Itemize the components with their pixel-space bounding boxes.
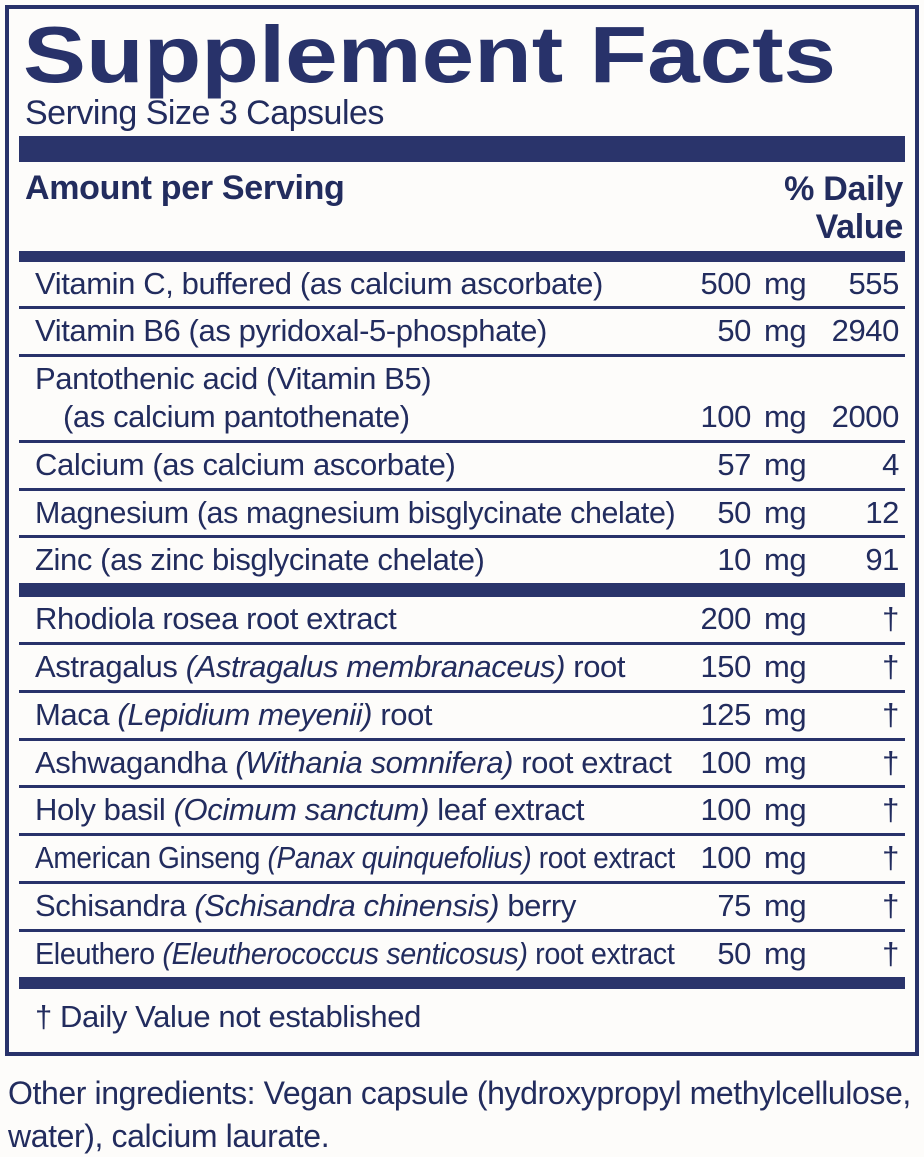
nutrient-name: Ashwagandha (Withania somnifera) root extract [35, 744, 672, 780]
supplement-row [19, 443, 905, 491]
amount-value: 100 [700, 840, 751, 876]
nutrient-name: Zinc (as zinc bisglycinate chelate) [35, 542, 485, 578]
nutrient-amount [675, 265, 807, 303]
nutrient-amount [675, 887, 807, 925]
amount-unit: mg [764, 313, 807, 349]
supplement-row [19, 836, 905, 884]
supplement-row [19, 693, 905, 741]
amount-unit: mg [764, 792, 807, 828]
header-divider-bar [19, 251, 905, 262]
nutrient-amount [675, 541, 807, 579]
amount-unit: mg [764, 696, 807, 732]
supplement-row [19, 645, 905, 693]
supplement-row [19, 597, 905, 645]
nutrient-name: Holy basil (Ocimum sanctum) leaf extract [35, 792, 585, 828]
amount-unit: mg [764, 601, 807, 637]
supplement-row [19, 788, 905, 836]
nutrient-amount [675, 312, 807, 350]
supplement-row [19, 262, 905, 310]
nutrient-name: Calcium (as calcium ascorbate) [35, 446, 456, 482]
supplement-row [19, 884, 905, 932]
amount-unit: mg [764, 446, 807, 482]
nutrient-name: Eleuthero (Eleutherococcus senticosus) root extract [35, 935, 675, 971]
daily-value: 91 [865, 542, 899, 578]
amount-value: 100 [700, 744, 751, 780]
nutrient-amount [675, 446, 807, 484]
amount-value: 500 [700, 265, 751, 301]
amount-value: 75 [717, 888, 751, 924]
amount-value: 150 [700, 649, 751, 685]
nutrient-section-vitamins-minerals [19, 262, 905, 584]
nutrient-amount [675, 839, 807, 877]
supplement-row [19, 538, 905, 583]
nutrient-name: Astragalus (Astragalus membranaceus) root [35, 649, 626, 685]
nutrient-name: Pantothenic acid (Vitamin B5) (as calcium pantothenate) [35, 361, 432, 434]
daily-value: † [882, 696, 899, 732]
amount-unit: mg [764, 649, 807, 685]
amount-value: 57 [717, 446, 751, 482]
amount-per-serving-header: Amount per Serving [25, 169, 345, 208]
nutrient-name: Magnesium (as magnesium bisglycinate chelate) [35, 494, 676, 530]
section-divider-bar [19, 583, 905, 597]
daily-value: † [882, 888, 899, 924]
other-ingredients-line1: Other ingredients: Vegan capsule (hydroxypropyl methylcellulose, [8, 1075, 911, 1112]
amount-value: 125 [700, 696, 751, 732]
supplement-row [19, 932, 905, 977]
daily-value: † [882, 744, 899, 780]
nutrient-amount [675, 935, 807, 973]
daily-value-footnote: † Daily Value not established [35, 998, 421, 1034]
footnote-divider-bar [19, 977, 905, 989]
amount-unit: mg [764, 888, 807, 924]
supplement-facts-panel [5, 5, 919, 1056]
daily-value: 12 [865, 494, 899, 530]
panel-title: Supplement Facts [23, 10, 837, 99]
nutrient-amount [675, 744, 807, 782]
amount-value: 100 [700, 398, 751, 434]
daily-value: 4 [882, 446, 899, 482]
amount-value: 10 [717, 542, 751, 578]
daily-value: † [882, 935, 899, 971]
amount-unit: mg [764, 744, 807, 780]
nutrient-amount [675, 398, 807, 436]
amount-unit: mg [764, 542, 807, 578]
supplement-row [19, 357, 905, 443]
amount-value: 50 [717, 494, 751, 530]
other-ingredients [8, 1072, 918, 1156]
other-ingredients-line2: water), calcium laurate. [8, 1117, 330, 1154]
column-header-row [19, 170, 905, 246]
nutrient-name: Vitamin B6 (as pyridoxal-5-phosphate) [35, 313, 547, 349]
daily-value: 555 [848, 265, 899, 301]
nutrient-name: Schisandra (Schisandra chinensis) berry [35, 888, 576, 924]
nutrient-amount [675, 696, 807, 734]
daily-value: † [882, 601, 899, 637]
daily-value: † [882, 649, 899, 685]
amount-unit: mg [764, 935, 807, 971]
amount-unit: mg [764, 265, 807, 301]
amount-value: 50 [717, 935, 751, 971]
top-divider-bar [19, 136, 905, 162]
nutrient-name: Maca (Lepidium meyenii) root [35, 696, 433, 732]
nutrient-amount [675, 648, 807, 686]
daily-value: 2940 [831, 313, 899, 349]
nutrient-amount [675, 494, 807, 532]
nutrient-name: Vitamin C, buffered (as calcium ascorbate) [35, 265, 603, 301]
nutrient-name: American Ginseng (Panax quinquefolius) root extract [35, 840, 675, 876]
amount-value: 50 [717, 313, 751, 349]
nutrient-amount [675, 600, 807, 638]
daily-value: 2000 [831, 398, 899, 434]
nutrient-amount [675, 791, 807, 829]
nutrient-name: Rhodiola rosea root extract [35, 601, 397, 637]
dv-header-line1: % Daily [784, 170, 903, 209]
serving-size: Serving Size 3 Capsules [25, 94, 384, 132]
amount-value: 100 [700, 792, 751, 828]
supplement-row [19, 309, 905, 357]
nutrient-section-botanicals [19, 597, 905, 977]
daily-value: † [882, 840, 899, 876]
percent-daily-value-header [784, 170, 905, 246]
amount-value: 200 [700, 601, 751, 637]
supplement-row [19, 491, 905, 539]
supplement-row [19, 741, 905, 789]
daily-value: † [882, 792, 899, 828]
amount-unit: mg [764, 840, 807, 876]
dv-header-line2: Value [815, 208, 903, 247]
amount-unit: mg [764, 398, 807, 434]
amount-unit: mg [764, 494, 807, 530]
